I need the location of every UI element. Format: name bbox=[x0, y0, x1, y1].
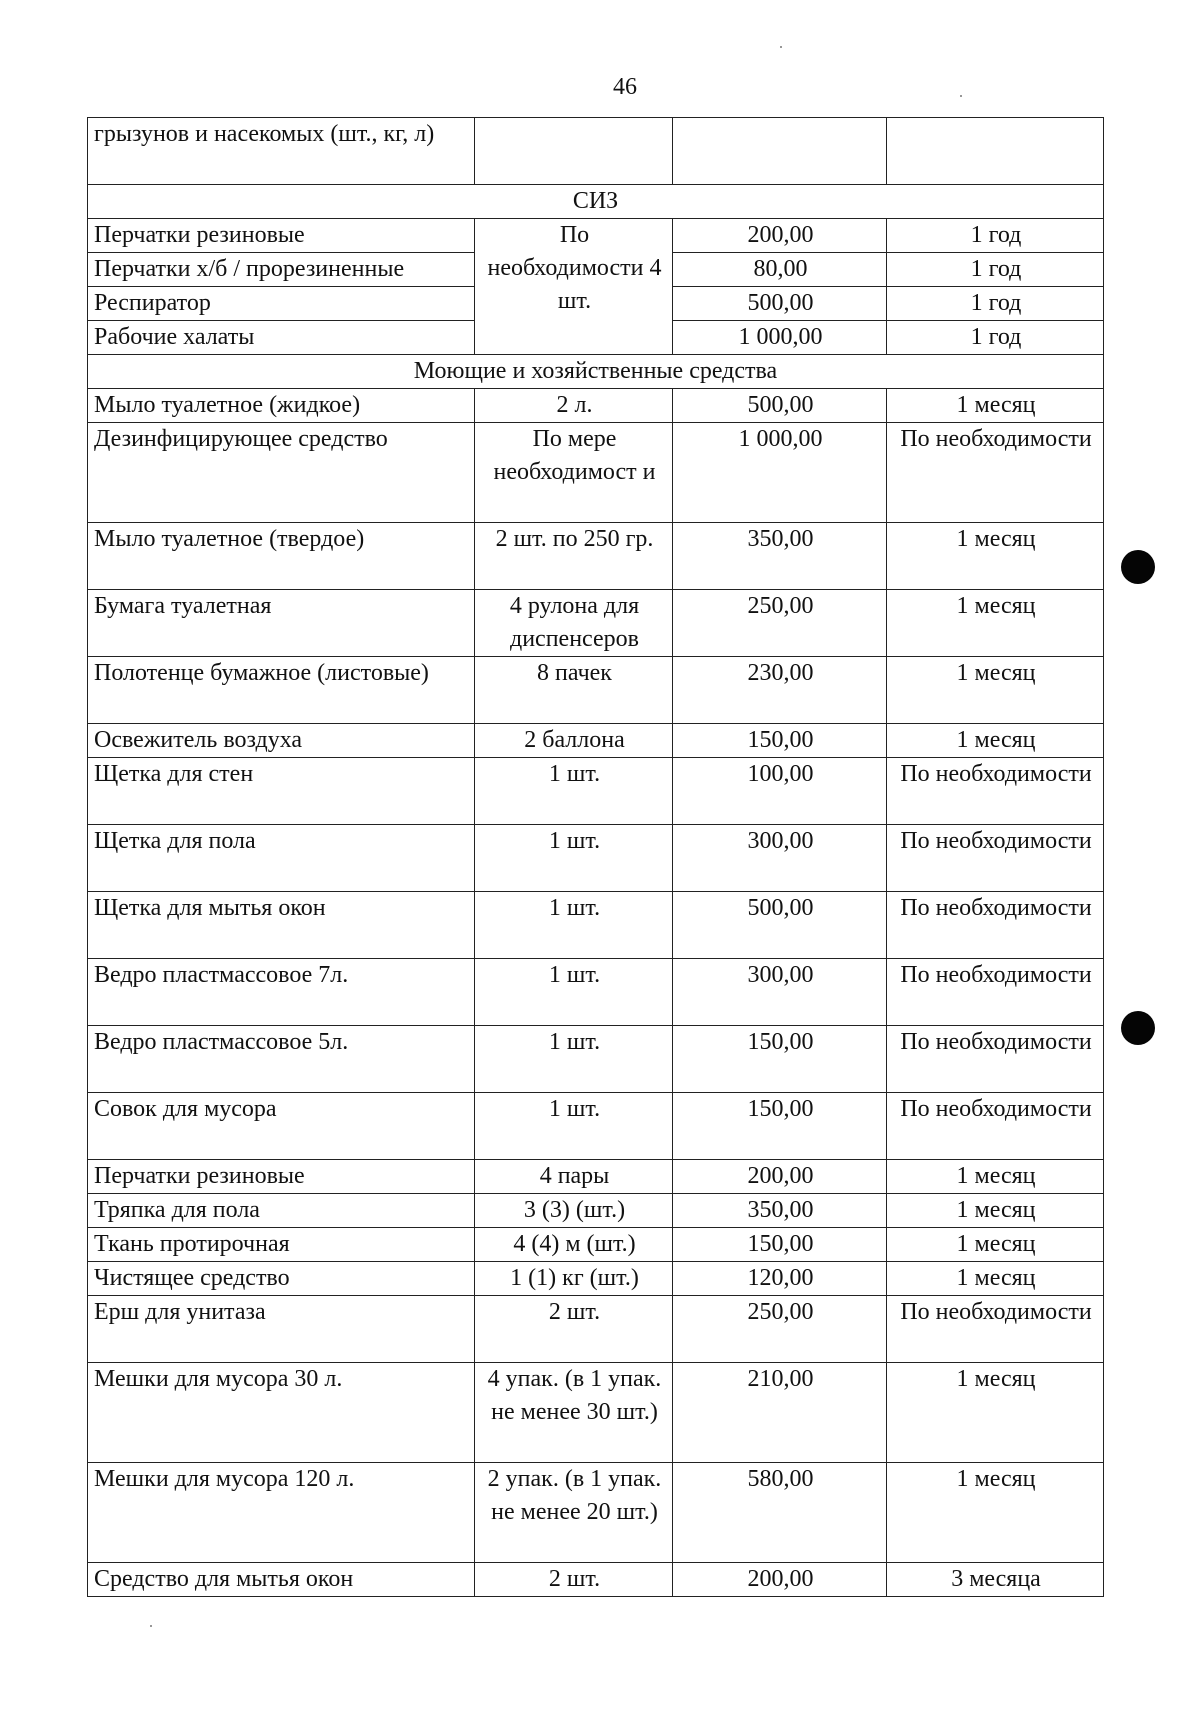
table-row bbox=[88, 657, 1104, 724]
price-cell: 1 000,00 bbox=[673, 423, 887, 523]
price-cell: 200,00 bbox=[673, 1160, 887, 1194]
quantity-cell: 4 рулона для диспенсеров bbox=[475, 590, 673, 657]
table-row bbox=[88, 1363, 1104, 1463]
price-cell: 100,00 bbox=[673, 758, 887, 825]
price-cell: 250,00 bbox=[673, 1296, 887, 1363]
price-cell: 500,00 bbox=[673, 287, 887, 321]
item-name-cell: Мыло туалетное (жидкое) bbox=[88, 389, 475, 423]
price-cell: 120,00 bbox=[673, 1262, 887, 1296]
period-cell: По необходимости bbox=[887, 825, 1104, 892]
table-row bbox=[88, 118, 1104, 185]
item-name-cell: Перчатки резиновые bbox=[88, 219, 475, 253]
period-cell: 1 год bbox=[887, 253, 1104, 287]
price-cell: 580,00 bbox=[673, 1463, 887, 1563]
quantity-cell: 1 шт. bbox=[475, 892, 673, 959]
quantity-cell: 1 шт. bbox=[475, 758, 673, 825]
section-title-cleaning: Моющие и хозяйственные средства bbox=[88, 355, 1104, 389]
table-row bbox=[88, 523, 1104, 590]
period-cell: 1 месяц bbox=[887, 389, 1104, 423]
item-name-cell: Рабочие халаты bbox=[88, 321, 475, 355]
table-row bbox=[88, 1160, 1104, 1194]
table-row bbox=[88, 1563, 1104, 1597]
quantity-cell: 2 шт. по 250 гр. bbox=[475, 523, 673, 590]
quantity-cell: 1 шт. bbox=[475, 959, 673, 1026]
period-cell bbox=[887, 118, 1104, 185]
quantity-cell: 2 шт. bbox=[475, 1563, 673, 1597]
item-name-cell: Чистящее средство bbox=[88, 1262, 475, 1296]
price-cell: 150,00 bbox=[673, 1093, 887, 1160]
item-name-cell: Тряпка для пола bbox=[88, 1194, 475, 1228]
item-name-cell: грызунов и насекомых (шт., кг, л) bbox=[88, 118, 475, 185]
period-cell: По необходимости bbox=[887, 1093, 1104, 1160]
item-name-cell: Щетка для пола bbox=[88, 825, 475, 892]
period-cell: 1 месяц bbox=[887, 523, 1104, 590]
period-cell: 1 месяц bbox=[887, 590, 1104, 657]
item-name-cell: Средство для мытья окон bbox=[88, 1563, 475, 1597]
item-name-cell: Щетка для стен bbox=[88, 758, 475, 825]
item-name-cell: Мешки для мусора 30 л. bbox=[88, 1363, 475, 1463]
item-name-cell: Ведро пластмассовое 7л. bbox=[88, 959, 475, 1026]
table-row bbox=[88, 1463, 1104, 1563]
period-cell: По необходимости bbox=[887, 423, 1104, 523]
section-header-row bbox=[88, 355, 1104, 389]
period-cell: 1 год bbox=[887, 219, 1104, 253]
price-cell: 210,00 bbox=[673, 1363, 887, 1463]
table-row bbox=[88, 1228, 1104, 1262]
table-row bbox=[88, 892, 1104, 959]
quantity-cell: 1 (1) кг (шт.) bbox=[475, 1262, 673, 1296]
period-cell: 1 месяц bbox=[887, 1262, 1104, 1296]
table-row bbox=[88, 423, 1104, 523]
item-name-cell: Мыло туалетное (твердое) bbox=[88, 523, 475, 590]
item-name-cell: Ткань протирочная bbox=[88, 1228, 475, 1262]
quantity-cell: 1 шт. bbox=[475, 1026, 673, 1093]
quantity-cell: 2 шт. bbox=[475, 1296, 673, 1363]
table-row bbox=[88, 1262, 1104, 1296]
item-name-cell: Респиратор bbox=[88, 287, 475, 321]
price-cell: 300,00 bbox=[673, 959, 887, 1026]
item-name-cell: Ведро пластмассовое 5л. bbox=[88, 1026, 475, 1093]
table-row bbox=[88, 590, 1104, 657]
price-cell: 300,00 bbox=[673, 825, 887, 892]
period-cell: По необходимости bbox=[887, 758, 1104, 825]
item-name-cell: Освежитель воздуха bbox=[88, 724, 475, 758]
quantity-cell: 4 пары bbox=[475, 1160, 673, 1194]
item-name-cell: Перчатки резиновые bbox=[88, 1160, 475, 1194]
table-row bbox=[88, 1026, 1104, 1093]
period-cell: 1 год bbox=[887, 287, 1104, 321]
item-name-cell: Мешки для мусора 120 л. bbox=[88, 1463, 475, 1563]
quantity-cell: 1 шт. bbox=[475, 1093, 673, 1160]
price-cell: 350,00 bbox=[673, 1194, 887, 1228]
quantity-cell: 4 упак. (в 1 упак. не менее 30 шт.) bbox=[475, 1363, 673, 1463]
period-cell: 1 месяц bbox=[887, 1463, 1104, 1563]
price-cell: 200,00 bbox=[673, 219, 887, 253]
period-cell: 3 месяца bbox=[887, 1563, 1104, 1597]
quantity-cell: По мере необходимост и bbox=[475, 423, 673, 523]
period-cell: 1 месяц bbox=[887, 1194, 1104, 1228]
punch-hole-mark bbox=[1121, 1011, 1155, 1045]
scan-speck bbox=[960, 95, 962, 97]
price-cell: 150,00 bbox=[673, 1228, 887, 1262]
table-row bbox=[88, 1093, 1104, 1160]
quantity-cell: 4 (4) м (шт.) bbox=[475, 1228, 673, 1262]
scan-speck bbox=[150, 1625, 152, 1627]
item-name-cell: Щетка для мытья окон bbox=[88, 892, 475, 959]
price-cell bbox=[673, 118, 887, 185]
item-name-cell: Бумага туалетная bbox=[88, 590, 475, 657]
period-cell: По необходимости bbox=[887, 1296, 1104, 1363]
price-cell: 150,00 bbox=[673, 724, 887, 758]
table-row bbox=[88, 1194, 1104, 1228]
price-cell: 500,00 bbox=[673, 892, 887, 959]
quantity-cell bbox=[475, 118, 673, 185]
table-row bbox=[88, 724, 1104, 758]
table-row bbox=[88, 389, 1104, 423]
table-row bbox=[88, 758, 1104, 825]
table-row bbox=[88, 1296, 1104, 1363]
period-cell: 1 месяц bbox=[887, 1228, 1104, 1262]
punch-hole-mark bbox=[1121, 550, 1155, 584]
shared-quantity-cell: По необходимости 4 шт. bbox=[475, 219, 673, 355]
price-cell: 230,00 bbox=[673, 657, 887, 724]
period-cell: По необходимости bbox=[887, 892, 1104, 959]
table-row bbox=[88, 825, 1104, 892]
period-cell: 1 месяц bbox=[887, 1363, 1104, 1463]
price-cell: 80,00 bbox=[673, 253, 887, 287]
item-name-cell: Ерш для унитаза bbox=[88, 1296, 475, 1363]
quantity-cell: 2 л. bbox=[475, 389, 673, 423]
scan-speck bbox=[780, 46, 782, 48]
item-name-cell: Полотенце бумажное (листовые) bbox=[88, 657, 475, 724]
price-cell: 350,00 bbox=[673, 523, 887, 590]
supplies-table bbox=[87, 117, 1104, 1597]
item-name-cell: Дезинфицирующее средство bbox=[88, 423, 475, 523]
page-number: 46 bbox=[613, 74, 637, 100]
period-cell: 1 месяц bbox=[887, 1160, 1104, 1194]
quantity-cell: 8 пачек bbox=[475, 657, 673, 724]
price-cell: 250,00 bbox=[673, 590, 887, 657]
section-header-row bbox=[88, 185, 1104, 219]
quantity-cell: 2 баллона bbox=[475, 724, 673, 758]
section-title-siz: СИЗ bbox=[88, 185, 1104, 219]
price-cell: 200,00 bbox=[673, 1563, 887, 1597]
item-name-cell: Совок для мусора bbox=[88, 1093, 475, 1160]
table-row bbox=[88, 959, 1104, 1026]
period-cell: По необходимости bbox=[887, 959, 1104, 1026]
period-cell: 1 год bbox=[887, 321, 1104, 355]
quantity-cell: 2 упак. (в 1 упак. не менее 20 шт.) bbox=[475, 1463, 673, 1563]
quantity-cell: 3 (3) (шт.) bbox=[475, 1194, 673, 1228]
price-cell: 500,00 bbox=[673, 389, 887, 423]
quantity-cell: 1 шт. bbox=[475, 825, 673, 892]
period-cell: 1 месяц bbox=[887, 657, 1104, 724]
period-cell: 1 месяц bbox=[887, 724, 1104, 758]
price-cell: 150,00 bbox=[673, 1026, 887, 1093]
item-name-cell: Перчатки х/б / прорезиненные bbox=[88, 253, 475, 287]
period-cell: По необходимости bbox=[887, 1026, 1104, 1093]
table-row bbox=[88, 219, 1104, 253]
price-cell: 1 000,00 bbox=[673, 321, 887, 355]
